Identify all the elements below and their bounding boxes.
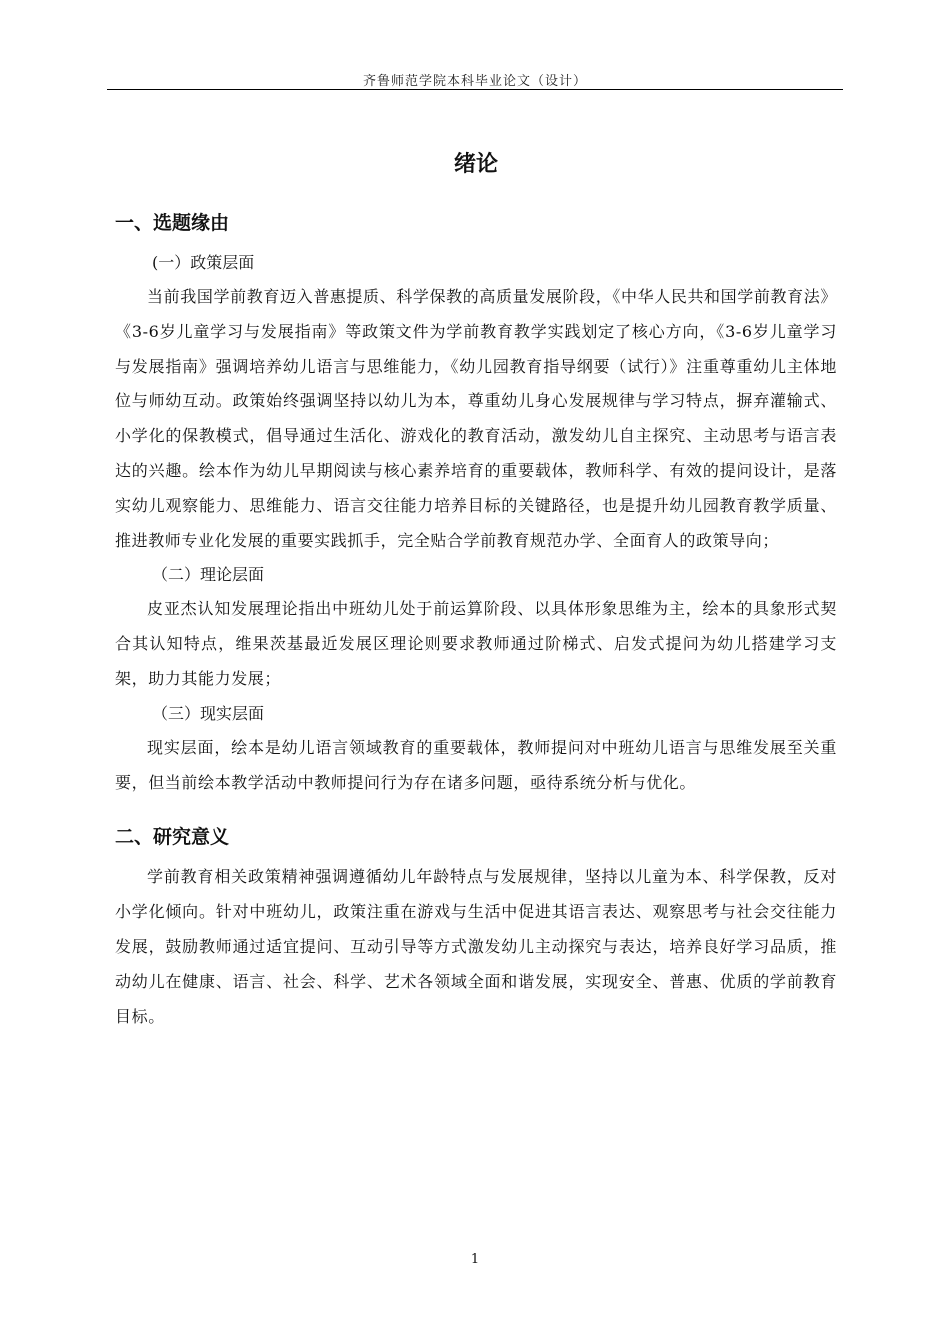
paragraph-reality: 现实层面，绘本是幼儿语言领域教育的重要载体，教师提问对中班幼儿语言与思维发展至关重要，但当前绘本教学活动中教师提问行为存在诸多问题，亟待系统分析与优化。 xyxy=(115,737,837,792)
header-rule xyxy=(107,89,843,90)
paragraph-theory: 皮亚杰认知发展理论指出中班幼儿处于前运算阶段、以具体形象思维为主，绘本的具象形式契合其认知特点，维果茨基最近发展区理论则要求教师通过阶梯式、启发式提问为幼儿搭建学习支架，助力其能力发展； xyxy=(115,599,837,688)
paragraph-research-significance: 学前教育相关政策精神强调遵循幼儿年龄特点与发展规律，坚持以儿童为本、科学保教，反对小学化倾向。针对中班幼儿，政策注重在游戏与生活中促进其语言表达、观察思考与社会交往能力发展，鼓励教师通过适宜提问、互动引导等方式激发幼儿主动探究与表达，培养良好学习品质，推动幼儿在健康、语言、社会、科学、艺术各领域全面和谐发展，实现安全、普惠、优质的学前教育目标。 xyxy=(115,867,837,1026)
paragraph-policy: 当前我国学前教育迈入普惠提质、科学保教的高质量发展阶段，《中华人民共和国学前教育法》《3-6岁儿童学习与发展指南》等政策文件为学前教育教学实践划定了核心方向，《3-6岁儿童学习与发展指南》强调培养幼儿语言与思维能力，《幼儿园教育指导纲要（试行）》注重尊重幼儿主体地位与师幼互动。政策始终强调坚持以幼儿为本，尊重幼儿身心发展规律与学习特点，摒弃灌输式、小学化的保教模式，倡导通过生活化、游戏化的教育活动，激发幼儿自主探究、主动思考与语言表达的兴趣。绘本作为幼儿早期阅读与核心素养培育的重要载体，教师科学、有效的提问设计，是落实幼儿观察能力、思维能力、语言交往能力培养目标的关键路径，也是提升幼儿园教育教学质量、推进教师专业化发展的重要实践抓手，完全贴合学前教育规范办学、全面育人的政策导向； xyxy=(115,287,837,550)
subsection-title-policy: (一）政策层面 xyxy=(152,253,255,272)
page-content xyxy=(115,142,837,1034)
subsection-title-theory: （二）理论层面 xyxy=(152,565,265,585)
section-title-research-significance: 二、研究意义 xyxy=(115,826,230,849)
subsection-title-reality: （三）现实层面 xyxy=(152,703,265,723)
page-number: 1 xyxy=(470,1252,480,1267)
running-header: 齐鲁师范学院本科毕业论文（设计） xyxy=(362,74,587,89)
chapter-title: 绪论 xyxy=(453,152,498,177)
section-title-selection-reason: 一、选题缘由 xyxy=(115,212,230,234)
